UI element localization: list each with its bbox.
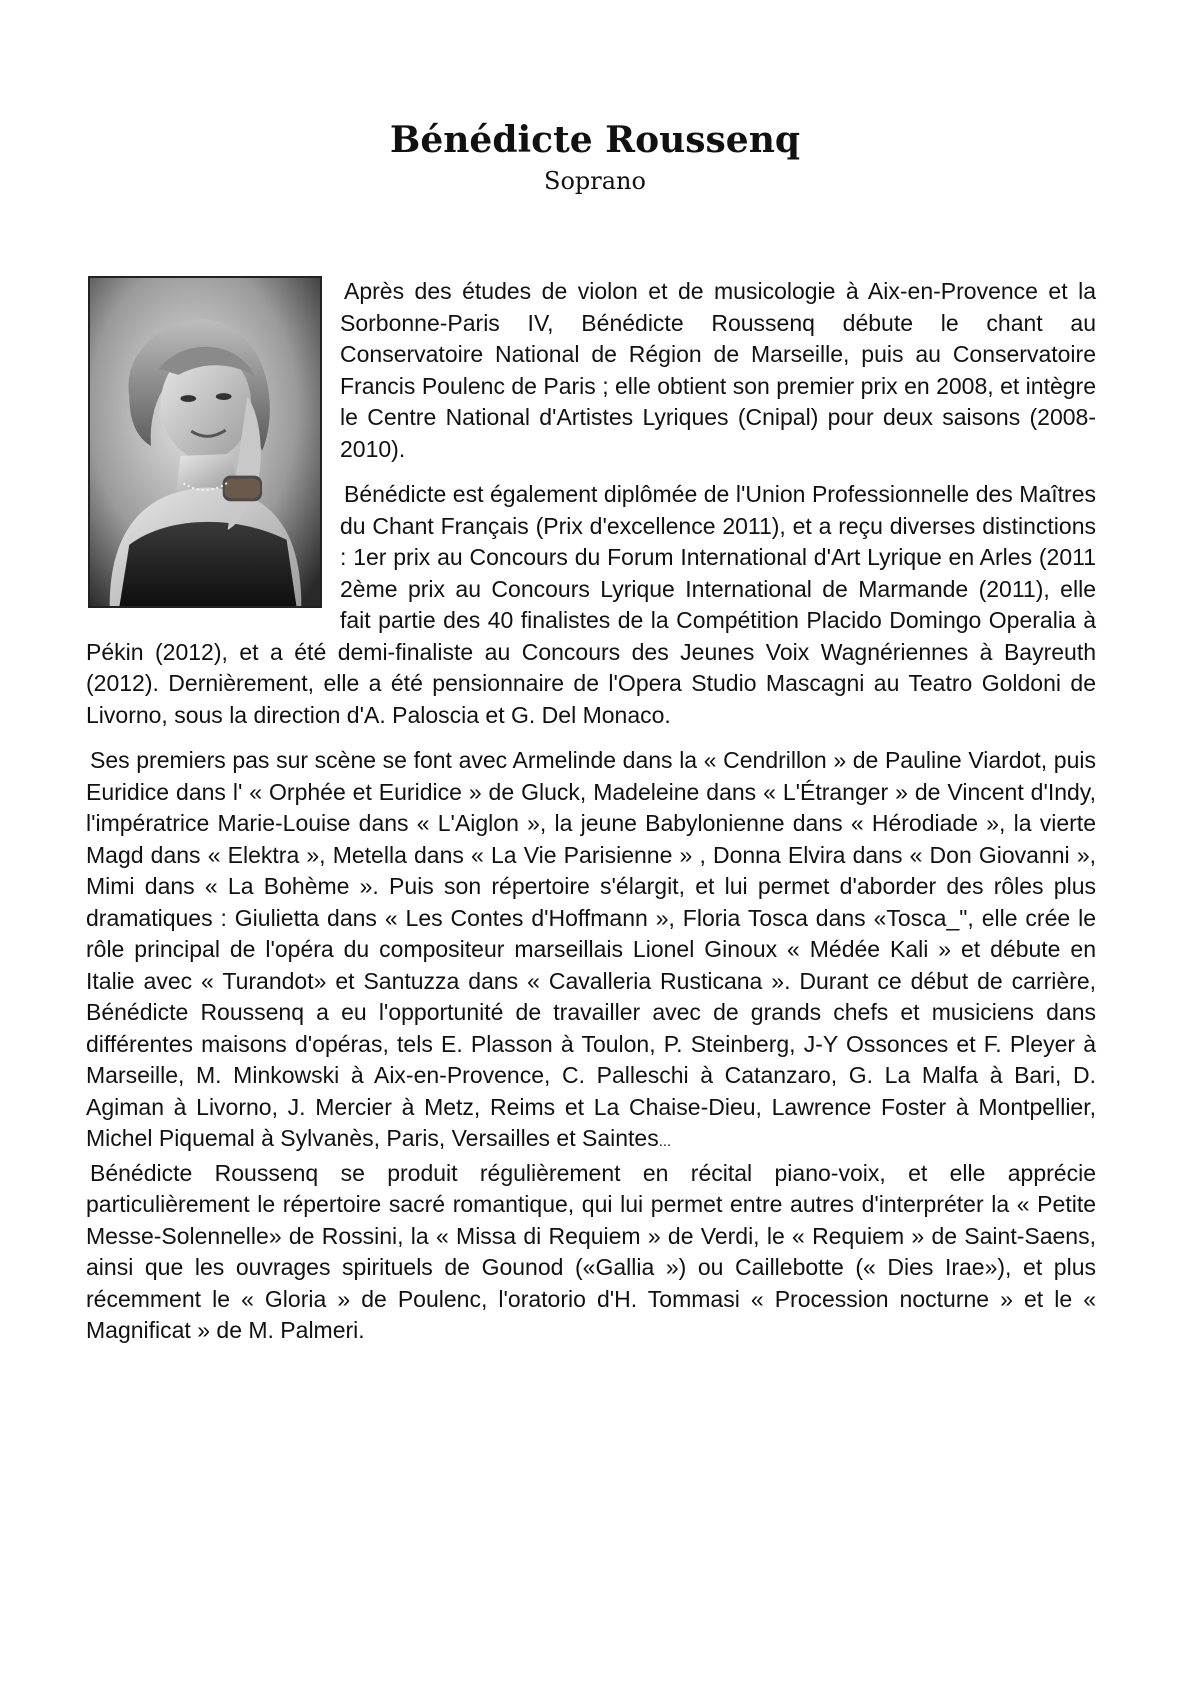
bio-paragraph-3-ellipsis: ... (658, 1133, 672, 1150)
bio-paragraph-3 (86, 745, 1096, 1158)
bio-paragraph-3-text: Ses premiers pas sur scène se font avec Armelinde dans la « Cendrillon » de Pauline Viardot, puis Euridice dans l' « Orphée et Euridice » de Gluck, Madeleine dans « L'Étranger » de Vincent d'Indy, l'impératrice Marie-Louise dans « L'Aiglon », la jeune Babylonienne dans « Hérodiade », la vierte Magd dans « Elektra », Metella dans « La Vie Parisienne » , Donna Elvira dans « Don Giovanni », Mimi dans « La Bohème ». Puis son répertoire s'élargit, et lui permet d'aborder des rôles plus dramatiques : Giulietta dans « Les Contes d'Hoffmann », Floria Tosca dans «Tosca_", elle crée le rôle principal de l'opéra du compositeur marseillais Lionel Ginoux « Médée Kali » et débute en Italie avec « Turandot» et Santuzza dans « Cavalleria Rusticana ». Durant ce début de carrière, Bénédicte Roussenq a eu l'opportunité de travailler avec de grands chefs et musiciens dans différentes maisons d'opéras, tels E. Plasson à Toulon, P. Steinberg, J-Y Ossonces et F. Pleyer à Marseille, M. Minkowski à Aix-en-Provence, C. Palleschi à Catanzaro, G. La Malfa à Bari, D. Agiman à Livorno, J. Mercier à Metz, Reims et La Chaise-Dieu, Lawrence Foster à Montpellier, Michel Piquemal à Sylvanès, Paris, Versailles et Saintes (86, 747, 1096, 1151)
artist-role: Soprano (544, 167, 646, 195)
bio-paragraph-4: Bénédicte Roussenq se produit régulièrement en récital piano-voix, et elle apprécie particulièrement le répertoire sacré romantique, qui lui permet entre autres d'interpréter la « Petite Messe-Solennelle» de Rossini, la « Missa di Requiem » de Verdi, le « Requiem » de Saint-Saens, ainsi que les ouvrages spirituels de Gounod («Gallia ») ou Caillebotte (« Dies Irae»), et plus récemment le « Gloria » de Poulenc, l'oratorio d'H. Tommasi « Procession nocturne » et le « Magnificat » de M. Palmeri. (86, 1159, 1096, 1343)
page-header (0, 118, 1190, 196)
bio-paragraph-2: Bénédicte est également diplômée de l'Union Professionnelle des Maîtres du Chant Français (Prix d'excellence 2011), et a reçu diverses distinctions : 1er prix au Concours du Forum International d'Art Lyrique en Arles (2011 2ème prix au Concours Lyrique International de Marmande (2011), elle fait partie des 40 finalistes de la Compétition Placido Domingo Operalia à Pékin (2012), et a été demi-finaliste au Concours des Jeunes Voix Wagnériennes à Bayreuth (2012). Dernièrement, elle a été pensionnaire de l'Opera Studio Mascagni au Teatro Goldoni de Livorno, sous la direction d'A. Paloscia et G. Del Monaco. (86, 481, 1096, 728)
portrait-photo (88, 276, 322, 608)
artist-name: Bénédicte Roussenq (389, 119, 801, 161)
biography-text (86, 276, 1096, 1347)
bio-paragraph-1: Après des études de violon et de musicologie à Aix-en-Provence et la Sorbonne-Paris IV, Bénédicte Roussenq débute le chant au Conservatoire National de Région de Marseille, puis au Conservatoire Francis Poulenc de Paris ; elle obtient son premier prix en 2008, et intègre le Centre National d'Artistes Lyriques (Cnipal) pour deux saisons (2008-2010). (340, 278, 1096, 462)
portrait-photo-icon (90, 278, 320, 606)
